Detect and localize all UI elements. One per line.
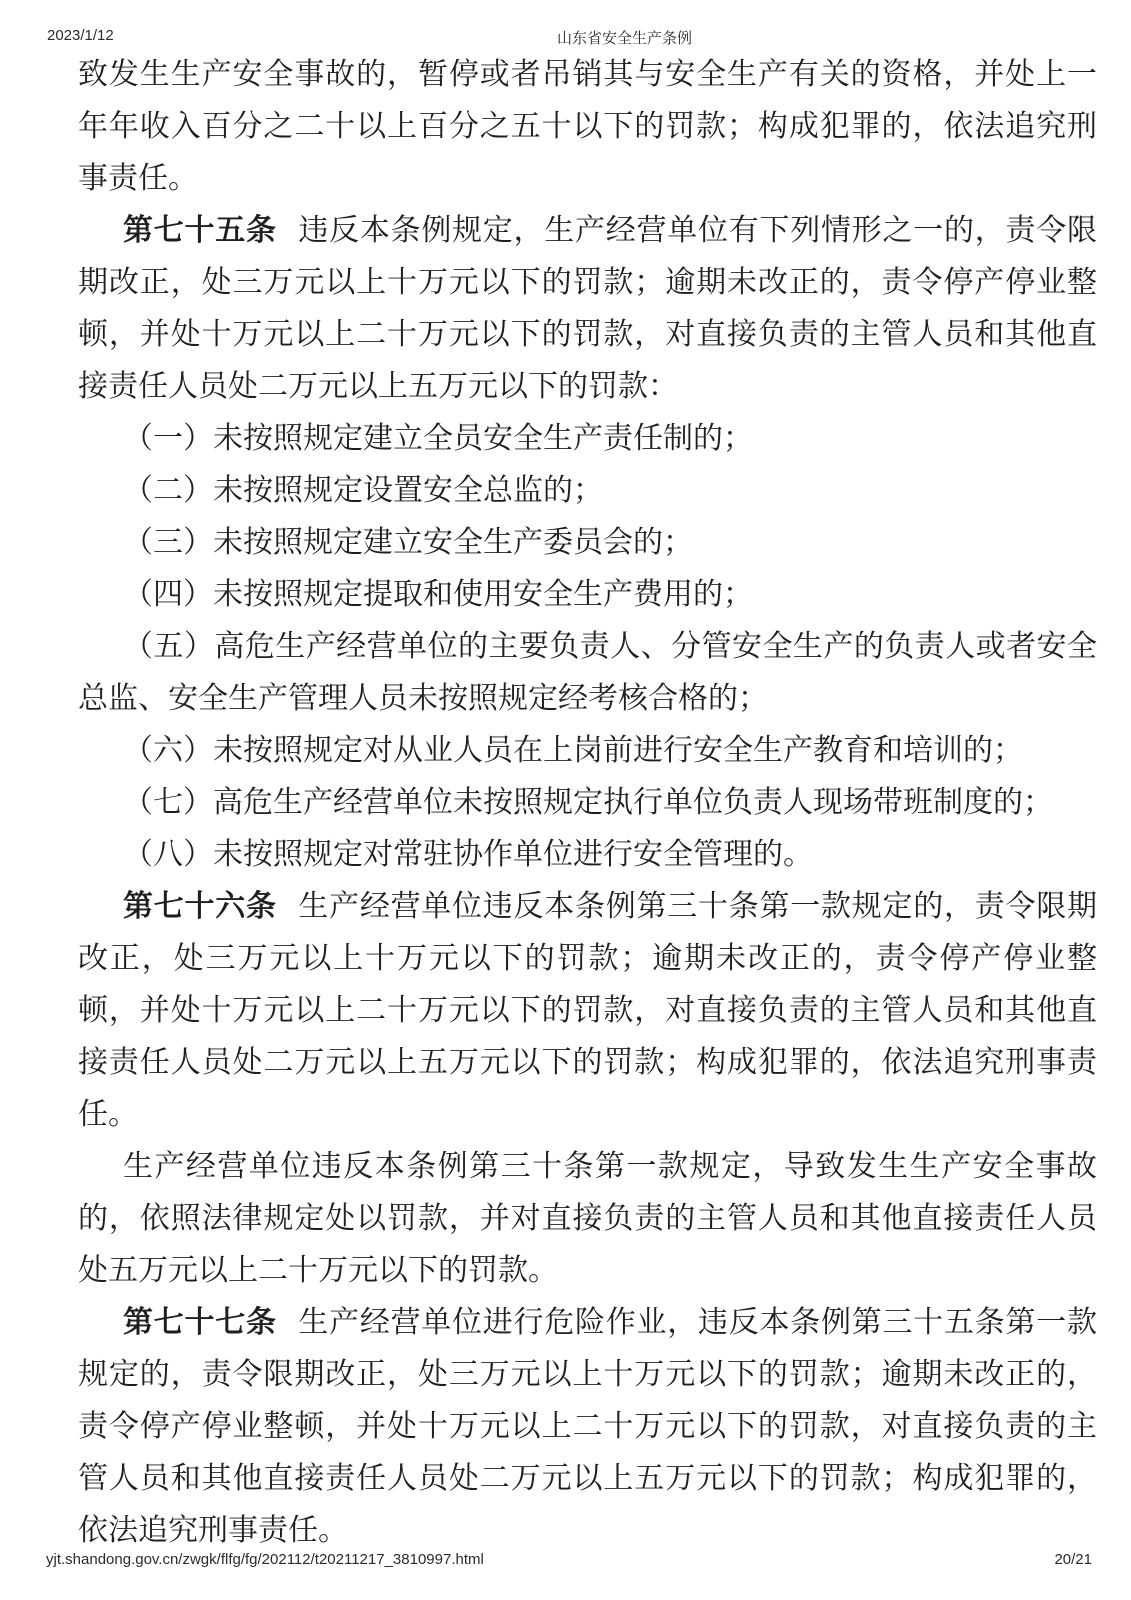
paragraph-text: （一）未按照规定建立全员安全生产责任制的；	[123, 422, 753, 455]
paragraph-text: 生产经营单位违反本条例第三十条第一款规定，导致发生生产安全事故的，依照法律规定处以罚款，并对直接负责的主管人员和其他直接责任人员处五万元以上二十万元以下的罚款。	[78, 1150, 1097, 1287]
document-body	[78, 49, 1097, 1557]
paragraph	[78, 517, 1097, 569]
paragraph-text: （八）未按照规定对常驻协作单位进行安全管理的。	[123, 838, 813, 871]
paragraph	[78, 49, 1097, 205]
paragraph-text: （四）未按照规定提取和使用安全生产费用的；	[123, 578, 753, 611]
paragraph-text: （七）高危生产经营单位未按照规定执行单位负责人现场带班制度的；	[123, 786, 1053, 819]
paragraph-text: 生产经营单位违反本条例第三十条第一款规定的，责令限期改正，处三万元以上十万元以下的罚款；逾期未改正的，责令停产停业整顿，并处十万元以上二十万元以下的罚款，对直接负责的主管人员和其他直接责任人员处二万元以上五万元以下的罚款；构成犯罪的，依法追究刑事责任。	[78, 890, 1097, 1131]
paragraph	[78, 777, 1097, 829]
paragraph-text: （六）未按照规定对从业人员在上岗前进行安全生产教育和培训的；	[123, 734, 1023, 767]
paragraph	[78, 829, 1097, 881]
document-title: 山东省安全生产条例	[557, 30, 693, 47]
article-paragraph	[78, 881, 1097, 1141]
article-number: 第七十六条	[123, 890, 277, 923]
paragraph	[78, 725, 1097, 777]
paragraph	[78, 569, 1097, 621]
paragraph	[78, 621, 1097, 725]
paragraph-text: （五）高危生产经营单位的主要负责人、分管安全生产的负责人或者安全总监、安全生产管理人员未按照规定经考核合格的；	[78, 630, 1097, 715]
paragraph	[78, 1141, 1097, 1297]
paragraph-text: 生产经营单位进行危险作业，违反本条例第三十五条第一款规定的，责令限期改正，处三万元以上十万元以下的罚款；逾期未改正的，责令停产停业整顿，并处十万元以上二十万元以下的罚款，对直接负责的主管人员和其他直接责任人员处二万元以上五万元以下的罚款；构成犯罪的，依法追究刑事责任。	[78, 1306, 1097, 1547]
article-number: 第七十五条	[123, 214, 277, 247]
article-number: 第七十七条	[123, 1306, 277, 1339]
paragraph	[78, 413, 1097, 465]
paragraph-text: 违反本条例规定，生产经营单位有下列情形之一的，责令限期改正，处三万元以上十万元以下的罚款；逾期未改正的，责令停产停业整顿，并处十万元以上二十万元以下的罚款，对直接负责的主管人员和其他直接责任人员处二万元以上五万元以下的罚款：	[78, 214, 1097, 403]
page-number: 20/21	[1054, 1551, 1092, 1568]
paragraph-text: （二）未按照规定设置安全总监的；	[123, 474, 603, 507]
print-date: 2023/1/12	[47, 27, 114, 44]
paragraph	[78, 465, 1097, 517]
source-url: yjt.shandong.gov.cn/zwgk/flfg/fg/202112/t20211217_3810997.html	[46, 1551, 484, 1568]
article-paragraph	[78, 1297, 1097, 1557]
paragraph-text: 致发生生产安全事故的，暂停或者吊销其与安全生产有关的资格，并处上一年年收入百分之二十以上百分之五十以下的罚款；构成犯罪的，依法追究刑事责任。	[78, 58, 1097, 195]
paragraph-text: （三）未按照规定建立安全生产委员会的；	[123, 526, 693, 559]
article-paragraph	[78, 205, 1097, 413]
